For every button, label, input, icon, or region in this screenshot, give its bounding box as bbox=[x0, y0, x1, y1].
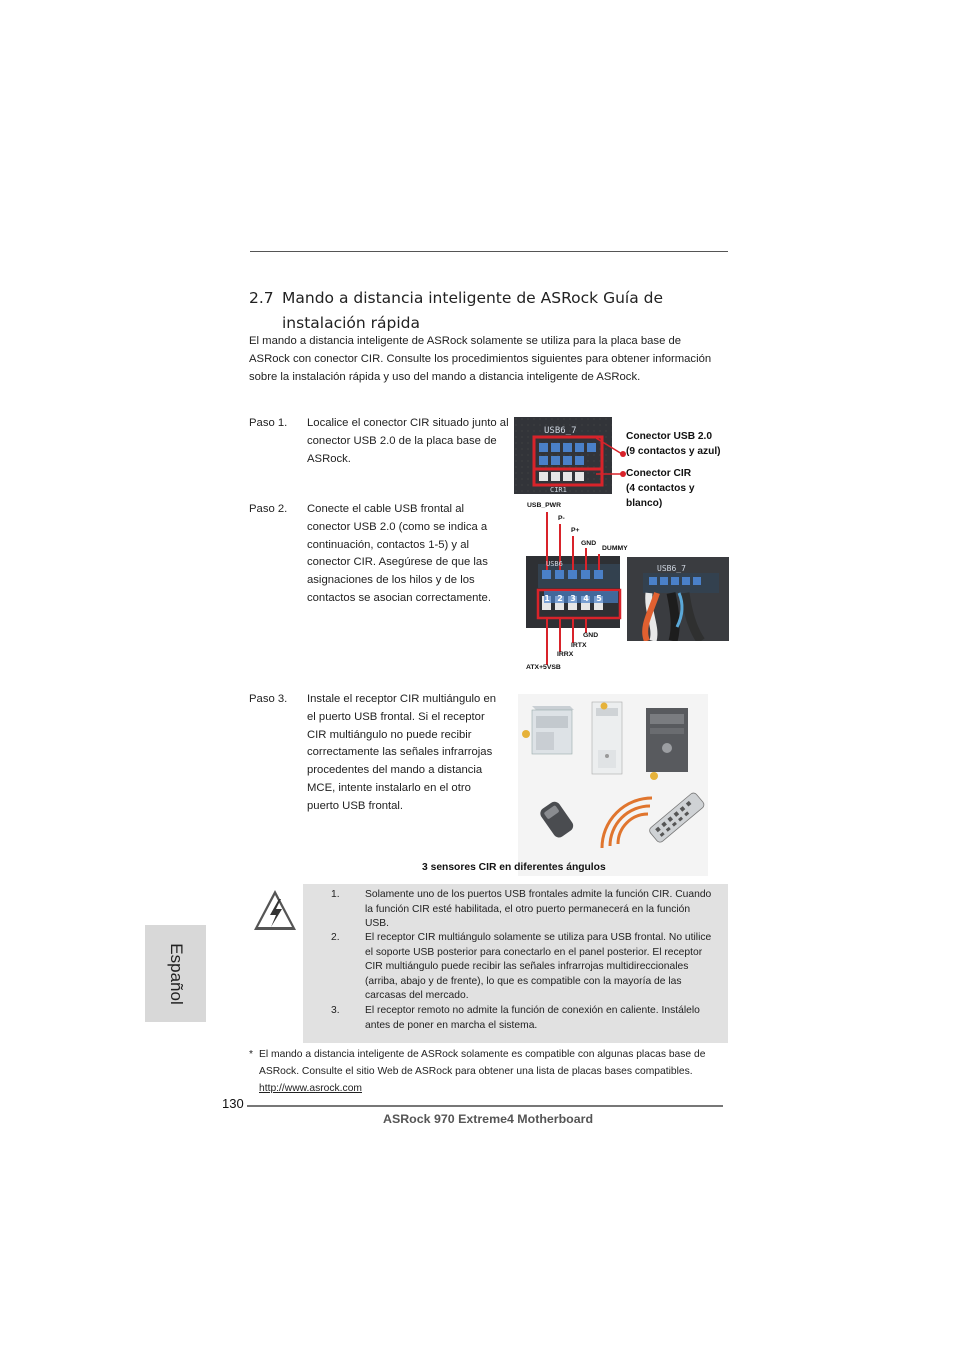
callout-usb: Conector USB 2.0 (9 contactos y azul) bbox=[626, 431, 721, 457]
pin-label-irrx: IRRX bbox=[557, 651, 574, 658]
warning-icon bbox=[250, 885, 300, 935]
pin-label-gnd-top: GND bbox=[581, 540, 597, 547]
pin-number: 5 bbox=[596, 594, 602, 603]
pin-label-p-plus: P+ bbox=[571, 527, 580, 534]
footnote-marker: * bbox=[249, 1049, 254, 1060]
asrock-website-link[interactable]: http://www.asrock.com bbox=[259, 1083, 362, 1094]
callout-cir: Conector CIR (4 contactos y blanco) bbox=[626, 468, 695, 509]
board-photo-cables bbox=[627, 557, 729, 641]
intro-paragraph: El mando a distancia inteligente de ASRock solamente se utiliza para la placa base de ASRock con conector CIR. Consulte los procedimientos siguientes para obtener información sobre la instalación rápida y uso del mando a distancia inteligente de ASRock. bbox=[249, 335, 712, 383]
note-1-text: Solamente uno de los puertos USB frontales admite la función CIR. Cuando la función CIR esté habilitada, el otro puerto permanecerá en la función USB. bbox=[365, 889, 712, 929]
pin-number: 3 bbox=[570, 594, 576, 603]
cable-photo-silk: USB6_7 bbox=[657, 564, 686, 573]
language-tab bbox=[145, 925, 206, 1022]
sensors-illustration bbox=[518, 694, 708, 876]
note-3-text: El receptor remoto no admite la función de conexión en caliente. Instálelo antes de poner en marcha el sistema. bbox=[365, 1005, 700, 1031]
sensors-caption: 3 sensores CIR en diferentes ángulos bbox=[422, 862, 606, 873]
cir-header-silk: CIR1 bbox=[550, 486, 567, 494]
pin-number: 2 bbox=[557, 594, 563, 603]
step-2-label: Paso 2. bbox=[249, 503, 288, 515]
pin-label-p-minus: P- bbox=[558, 515, 565, 522]
desktop-case-2 bbox=[592, 702, 622, 774]
note-1-number: 1. bbox=[331, 889, 340, 900]
pin-label-usb-pwr: USB_PWR bbox=[527, 502, 561, 509]
footer-title: ASRock 970 Extreme4 Motherboard bbox=[383, 1112, 594, 1126]
footnote bbox=[259, 1046, 714, 1097]
pin-number: 1 bbox=[544, 594, 550, 603]
pin-label-atx5vsb: ATX+5VSB bbox=[526, 664, 561, 671]
section-title: Mando a distancia inteligente de ASRock Guía de instalación rápida bbox=[282, 289, 664, 332]
step-1-label: Paso 1. bbox=[249, 417, 288, 429]
footnote-text: El mando a distancia inteligente de ASRock solamente es compatible con algunas placas base de ASRock. Consulte el sitio Web de ASRock para obtener una lista de placas bases compatibles. bbox=[259, 1049, 706, 1077]
step-3-text: Instale el receptor CIR multiángulo en el puerto USB frontal. Si el receptor CIR multiángulo no puede recibir correctamente las señales infrarrojas procedentes del mando a distancia MCE, intente instalarlo en el otro puerto USB frontal. bbox=[307, 693, 497, 812]
note-3-number: 3. bbox=[331, 1005, 340, 1016]
pin-label-irtx: IRTX bbox=[571, 642, 587, 649]
desktop-case-3 bbox=[646, 708, 688, 780]
section-number: 2.7 bbox=[249, 289, 274, 307]
pin-label-gnd-bottom: GND bbox=[583, 632, 599, 639]
callout-lines bbox=[596, 430, 630, 478]
language-label: Español bbox=[166, 942, 186, 1005]
pin-label-dummy: DUMMY bbox=[602, 545, 628, 552]
pinout-header-silk: USB6 bbox=[546, 560, 563, 568]
note-2-number: 2. bbox=[331, 932, 340, 943]
footer-rule bbox=[247, 1105, 723, 1107]
top-rule bbox=[250, 251, 728, 252]
pin-number: 4 bbox=[583, 594, 589, 603]
page-number: 130 bbox=[222, 1096, 244, 1111]
note-2-text: El receptor CIR multiángulo solamente se utiliza para USB frontal. No utilice el soporte USB posterior para conectarlo en el panel posterior. El receptor CIR multiángulo puede recibir las señales infrarrojas multidireccionales (arriba, abajo y de frente), lo que es compatible con la mayoría de las carcasas del mercado. bbox=[365, 932, 712, 1001]
step-3-label: Paso 3. bbox=[249, 693, 288, 705]
usb-header-silk: USB6_7 bbox=[544, 426, 577, 436]
step-2-text: Conecte el cable USB frontal al conector USB 2.0 (como se indica a continuación, contactos 1-5) y al conector CIR. Asegúrese de que las asignaciones de los hilos y de los contactos se asocian correctamente. bbox=[307, 503, 491, 604]
step-1-text: Localice el conector CIR situado junto al conector USB 2.0 de la placa base de ASRock. bbox=[307, 417, 509, 465]
